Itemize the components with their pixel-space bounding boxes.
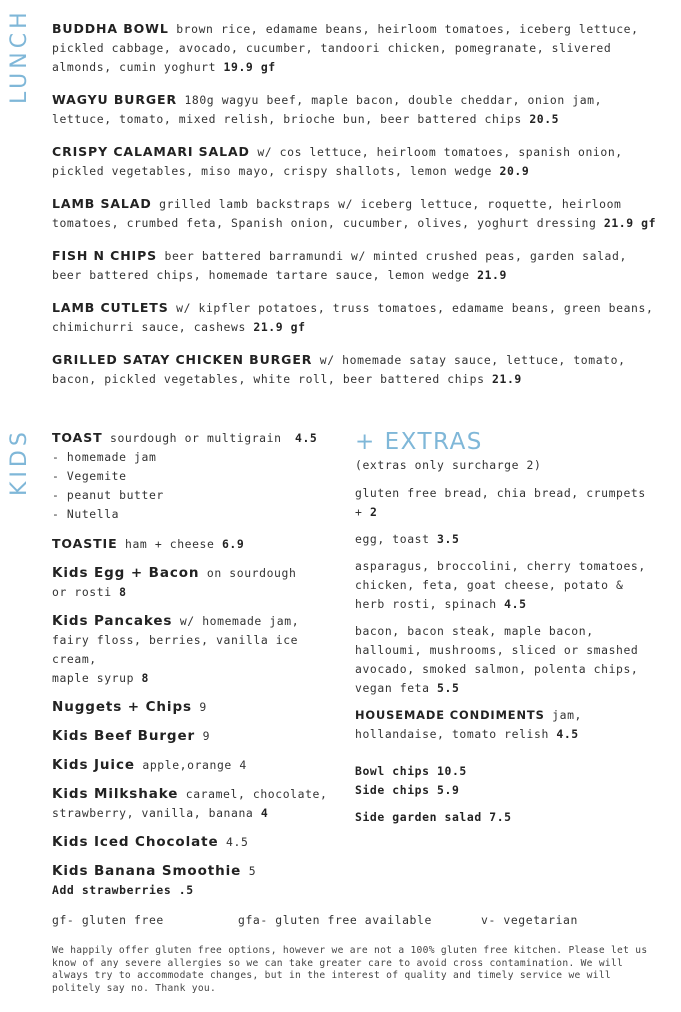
extras-veg [355,557,655,614]
item-price: 6.9 [221,537,245,551]
item-description-3: maple syrup [52,671,135,685]
kids-menu [52,428,342,908]
menu-item-lamb-cutlets [52,298,662,337]
extras-condiments [355,706,655,744]
item-description: apple,orange [142,758,232,772]
kids-item-toastie [52,534,342,554]
item-description: w/ homemade jam, [179,614,300,628]
item-description: w/ homemade satay sauce, lettuce, tomato, bacon, pickled vegetables, white roll, beer battered chips [52,353,626,386]
kids-item-toast [52,428,342,524]
item-description: w/ cos lettuce, heirloom tomatoes, spanish onion, pickled vegetables, miso mayo, crispy shallots, lemon wedge [52,145,623,178]
extras-side-chips: Side chips 5.9 [355,783,460,797]
extras-egg-toast [355,530,655,549]
item-name: Kids Egg + Bacon [52,565,200,581]
item-price: 9 [199,700,207,714]
item-price: 20.5 [529,112,560,126]
item-price: 8 [141,671,149,685]
item-name: BUDDHA BOWL [52,21,169,36]
item-description: beer battered barramundi w/ minted crushed peas, garden salad, beer battered chips, homemade tartare sauce, lemon wedge [52,249,627,282]
section-label-kids: KIDS [7,428,32,496]
item-price: 20.9 [499,164,530,178]
item-name: Kids Beef Burger [52,728,196,744]
kids-item-beef-burger [52,727,342,746]
kids-item-milkshake [52,785,342,823]
item-description-2: fairy floss, berries, vanilla ice cream, [52,633,299,666]
menu-item-fish-n-chips [52,246,662,285]
item-name: GRILLED SATAY CHICKEN BURGER [52,352,313,367]
item-price: 4.5 [295,431,318,445]
item-price: 8 [119,585,127,599]
allergy-notice: We happily offer gluten free options, however we are not a 100% gluten free kitchen. Please let us know of any severe allergies so we can take greater care to avoid cross contamination. We will always try to accommodate changes, but in the interest of quality and timely service we will politely say no. Thank you. [52,945,648,994]
extras-meat [355,622,655,698]
item-name: LAMB CUTLETS [52,300,169,315]
legend-gf: gf- gluten free [52,913,164,927]
item-description: on sourdough [206,566,297,580]
item-price: 4.5 [504,597,527,611]
item-name: Kids Banana Smoothie [52,863,242,879]
item-description-2: or rosti [52,585,112,599]
kids-item-banana-smoothie [52,862,342,900]
item-description: 180g wagyu beef, maple bacon, double cheddar, onion jam, lettuce, tomato, mixed relish, brioche bun, beer battered chips [52,93,603,126]
extras-title: + EXTRAS [355,429,483,455]
kids-item-egg-bacon [52,564,342,602]
toast-option: - homemade jam [52,450,157,464]
kids-item-pancakes [52,612,342,688]
item-price: 4.5 [226,835,249,849]
item-price: 4.5 [556,727,579,741]
item-description: sourdough or multigrain [110,431,282,445]
item-description: brown rice, edamame beans, heirloom tomatoes, iceberg lettuce, pickled cabbage, avocado, cucumber, tandoori chicken, pomegranate, slivered almonds, cumin yoghurt [52,22,639,74]
item-price: 4 [239,758,247,772]
item-price: 2 [369,505,378,519]
item-name: Nuggets + Chips [52,699,192,715]
item-name: Kids Milkshake [52,786,179,802]
item-price: 9 [202,729,211,743]
item-price: 5.5 [437,681,460,695]
legend-v: v- vegetarian [481,913,578,927]
extras-gf-bread [355,484,655,522]
section-label-lunch: LUNCH [7,8,32,104]
item-price: 21.9 [492,372,522,386]
item-description: caramel, chocolate, [185,787,328,801]
item-price: 19.9 gf [223,60,276,74]
item-price: 4 [260,806,269,820]
menu-item-crispy-calamari-salad [52,142,662,181]
menu-item-wagyu-burger [52,90,662,129]
item-price: 21.9 [477,268,507,282]
toast-option: - Vegemite [52,469,127,483]
item-description: gluten free bread, chia bread, crumpets + [355,486,646,519]
item-addon: Add strawberries .5 [52,883,194,897]
item-description: bacon, bacon steak, maple bacon, halloumi, mushrooms, sliced or smashed avocado, smoked salmon, polenta chips, vegan feta [355,624,639,695]
item-description: egg, toast [355,532,430,546]
item-name: HOUSEMADE CONDIMENTS [355,708,545,722]
item-name: TOAST [52,430,103,445]
extras-bowl-chips: Bowl chips 10.5 [355,764,467,778]
kids-item-iced-chocolate [52,833,342,852]
toast-option: - Nutella [52,507,120,521]
item-description: jam, hollandaise, tomato relish [355,708,583,741]
item-price: 21.9 gf [603,216,657,230]
item-name: TOASTIE [52,536,118,551]
item-name: Kids Juice [52,757,135,773]
menu-item-lamb-salad [52,194,662,233]
item-name: FISH N CHIPS [52,248,158,263]
item-price: 5 [248,864,257,878]
menu-item-buddha-bowl [52,19,662,77]
extras-menu [355,428,655,827]
extras-note: (extras only surcharge 2) [355,458,542,472]
extras-side-salad: Side garden salad 7.5 [355,810,512,824]
item-name: Kids Iced Chocolate [52,834,219,850]
item-description: w/ kipfler potatoes, truss tomatoes, edamame beans, green beans, chimichurri sauce, cashews [52,301,654,334]
menu-item-satay-chicken-burger [52,350,662,389]
kids-item-juice [52,756,342,775]
item-description: grilled lamb backstraps w/ iceberg lettuce, roquette, heirloom tomatoes, crumbed feta, Spanish onion, cucumber, olives, yoghurt dressing [52,197,622,230]
item-name: CRISPY CALAMARI SALAD [52,144,250,159]
item-name: Kids Pancakes [52,613,173,629]
item-description-2: strawberry, vanilla, banana [52,806,254,820]
item-description: asparagus, broccolini, cherry tomatoes, chicken, feta, goat cheese, potato & herb rosti, spinach [355,559,646,611]
item-description: ham + cheese [124,537,215,551]
item-name: LAMB SALAD [52,196,152,211]
legend-gfa: gfa- gluten free available [238,913,432,927]
toast-option: - peanut butter [52,488,164,502]
kids-item-nuggets [52,698,342,717]
item-name: WAGYU BURGER [52,92,177,107]
item-price: 21.9 gf [253,320,306,334]
item-price: 3.5 [437,532,460,546]
